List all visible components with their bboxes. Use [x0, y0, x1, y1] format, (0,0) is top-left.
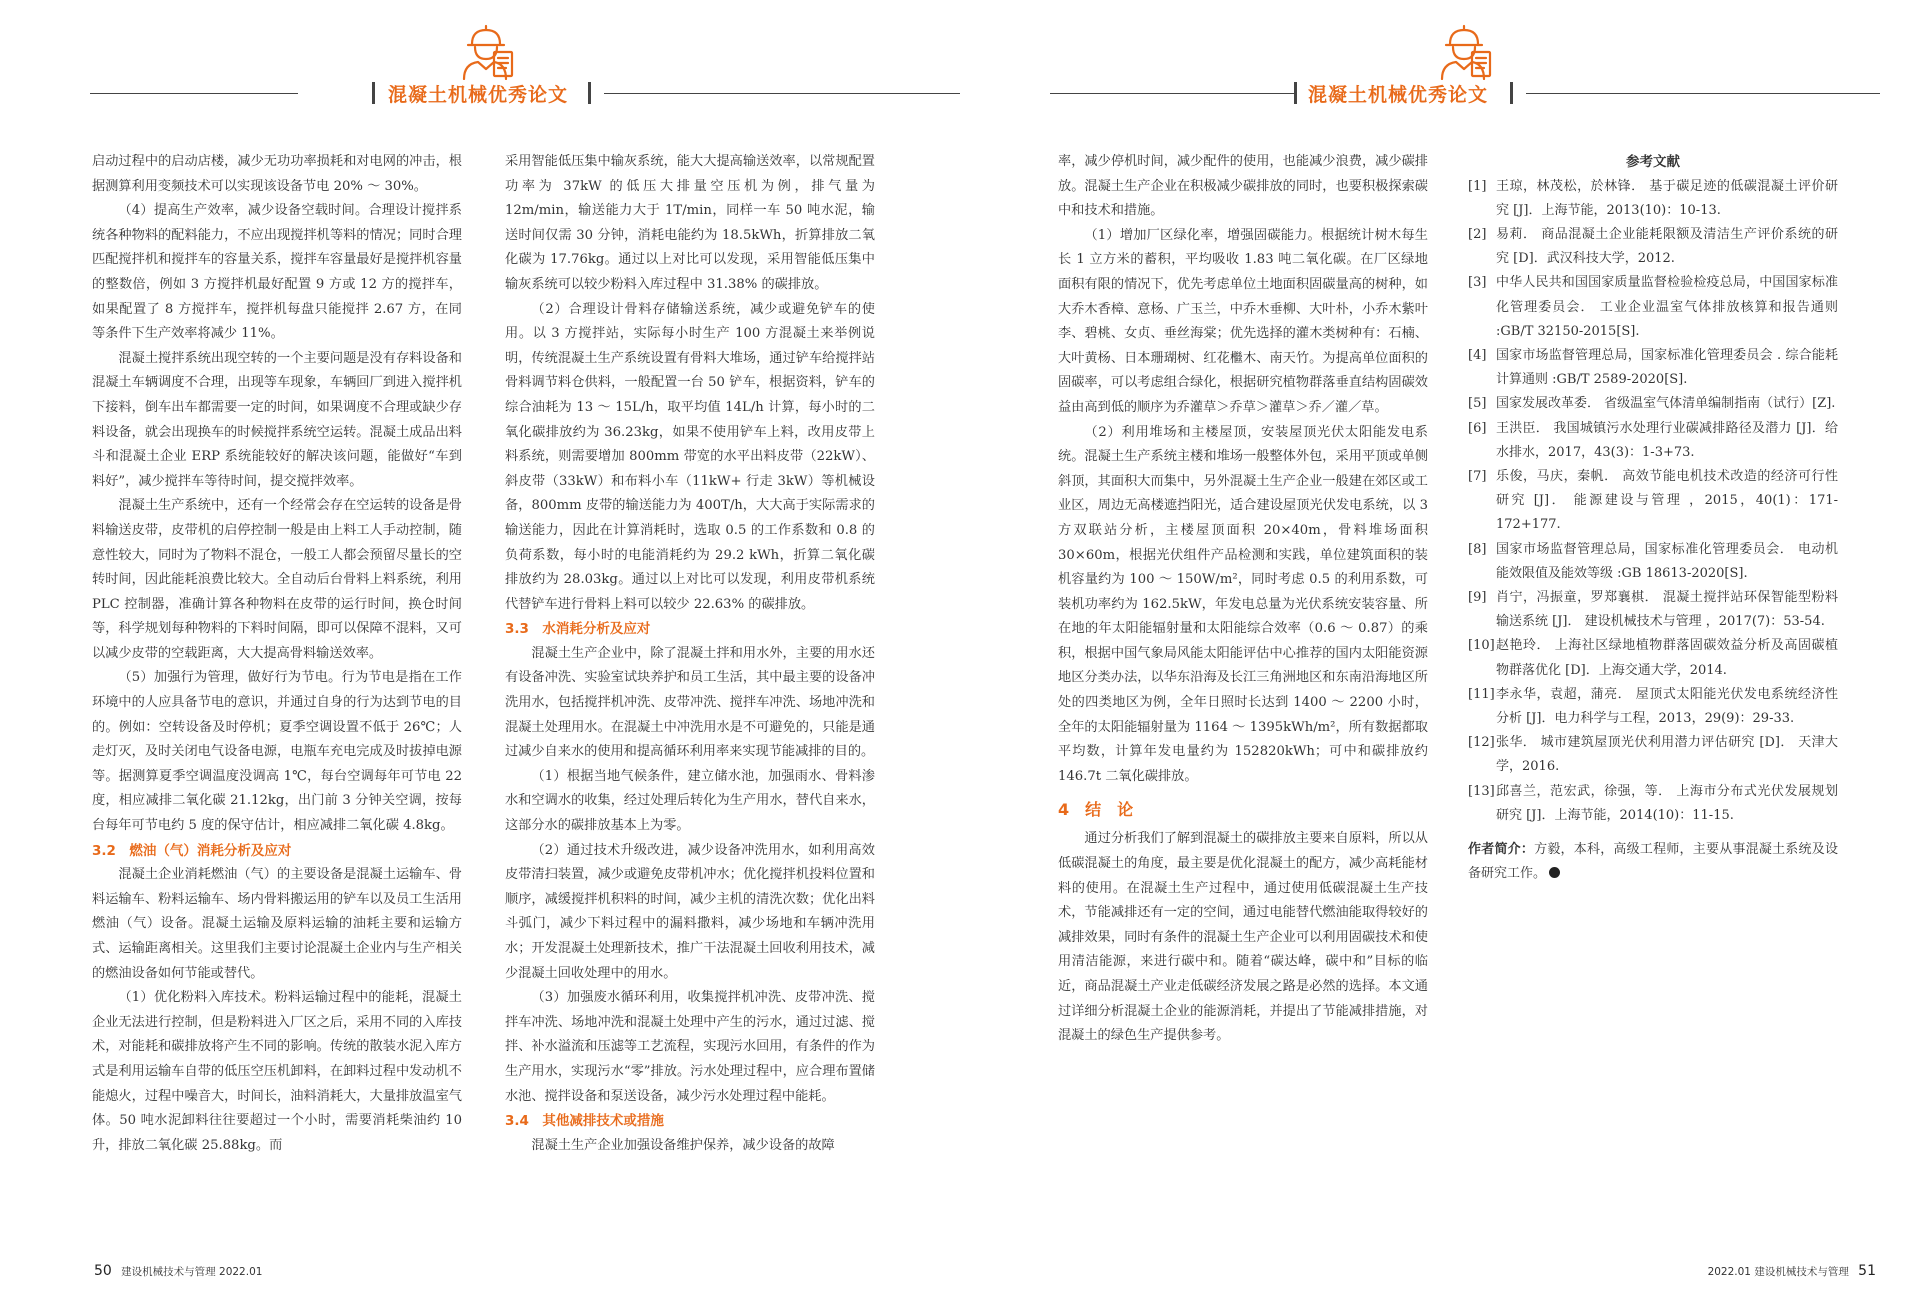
section-heading: 3.3 水消耗分析及应对	[505, 621, 651, 638]
reference-text: 国家发展改革委． 省级温室气体清单编制指南（试行）[Z].	[1496, 396, 1836, 412]
journal-name: 建设机械技术与管理	[1754, 1266, 1849, 1278]
reference-item	[1468, 271, 1838, 344]
header-rule-left	[90, 93, 298, 94]
body-paragraph: 混凝土生产企业加强设备维护保养，减少设备的故障	[531, 1137, 835, 1153]
body-paragraph: （1）优化粉料入库技术。粉料运输过程中的能耗，混凝土企业无法进行控制，但是粉料进入厂区之后，采用不同的入库技术，对能耗和碳排放将产生不同的影响。传统的散装水泥入库方式是利用运输车自带的低压空压机卸料，在卸料过程中发动机不能熄火，过程中噪音大，时间长，油料消耗大，大量排放温室气体。50 吨水泥卸料往往要超过一个小时，需要消耗柴油约 10 升，排放二氧化碳 25.88kg。而	[92, 990, 462, 1153]
reference-text: 张华． 城市建筑屋顶光伏利用潜力评估研究 [D]． 天津大学，2016.	[1496, 735, 1838, 775]
reference-text: 国家市场监督管理总局，国家标准化管理委员会． 电动机能效限值及能效等级 :GB 18613-2020[S].	[1496, 541, 1838, 581]
body-paragraph: 混凝土生产系统中，还有一个经常会存在空运转的设备是骨料输送皮带，皮带机的启停控制一般是由上料工人手动控制，随意性较大，同时为了物料不混仓，一般工人都会预留尽量长的空转时间，因此能耗浪费比较大。全自动后台骨料上料系统，利用 PLC 控制器，准确计算各种物料在皮带的运行时间，换仓时间等，科学规划每种物料的下料时间隔，即可以保障不混料，又可以减少皮带的空载距离，大大提高骨料输送效率。	[92, 498, 462, 661]
reference-number: [4]	[1468, 348, 1487, 364]
body-paragraph: 率，减少停机时间，减少配件的使用，也能减少浪费，减少碳排放。混凝土生产企业在积极减少碳排放的同时，也要积极探索碳中和技术和措施。	[1058, 154, 1428, 219]
section-heading: 3.2 燃油（气）消耗分析及应对	[92, 842, 292, 859]
reference-item	[1468, 634, 1838, 682]
body-paragraph: （5）加强行为管理，做好行为节电。行为节电是指在工作环境中的人应具备节电的意识，并通过自身的行为达到节电的目的。例如：空转设备及时停机；夏季空调设置不低于 26℃；人走灯灭，及时关闭电气设备电源，电瓶车充电完成及时拔掉电源等。据测算夏季空调温度没调高 1℃，每台空调每年可节电 22 度，相应减排二氧化碳 21.12kg，出门前 3 分钟关空调，按每台每年可节电约 5 度的保守估计，相应减排二氧化碳 4.8kg。	[92, 670, 462, 834]
header-rule-right	[1526, 93, 1880, 94]
issue-number: 2022.01	[1707, 1266, 1751, 1278]
reference-item	[1468, 731, 1838, 779]
body-paragraph: 混凝土生产企业中，除了混凝土拌和用水外，主要的用水还有设备冲洗、实验室试块养护和员工生活，其中最主要的设备冲洗用水，包括搅拌机冲洗、皮带冲洗、搅拌车冲洗、场地冲洗和混凝土处理用水。在混凝土中冲洗用水是不可避免的，只能是通过减少自来水的使用和提高循环利用率来实现节能减排的目的。	[505, 645, 875, 760]
references-title: 参考文献	[1626, 154, 1680, 170]
article-end-mark-icon	[1549, 867, 1560, 878]
header-title: 混凝土机械优秀论文	[1308, 84, 1489, 106]
reference-item	[1468, 683, 1838, 731]
reference-text: 邱喜兰，范宏武，徐强，等． 上海市分布式光伏发展规划研究 [J]．上海节能，2014(10)：11-15.	[1496, 783, 1838, 823]
journal-name: 建设机械技术与管理	[121, 1266, 216, 1278]
reference-item	[1468, 417, 1838, 465]
body-paragraph: （3）加强废水循环利用，收集搅拌机冲洗、皮带冲洗、搅拌车冲洗、场地冲洗和混凝土处理中产生的污水，通过过滤、搅拌、补水溢流和压滤等工艺流程，实现污水回用，有条件的作为生产用水，实现污水“零”排放。污水处理过程中，应合理布置储水池、搅拌设备和泵送设备，减少污水处理过程中能耗。	[505, 990, 875, 1104]
header-rule-left	[1050, 93, 1294, 94]
reference-item	[1468, 538, 1838, 586]
page-footer	[1708, 1263, 1882, 1279]
header-bar-right	[1510, 82, 1513, 104]
header-bar-right	[588, 82, 591, 104]
reference-number: [9]	[1468, 590, 1487, 606]
reference-text: 王洪臣． 我国城镇污水处理行业碳减排路径及潜力 [J]．给水排水，2017，43(3)：1-3+73.	[1496, 420, 1838, 460]
left-column-1	[92, 150, 462, 1158]
body-paragraph: 启动过程中的启动店楼，减少无功功率损耗和对电网的冲击，根据测算利用变频技术可以实现该设备节电 20% ～ 30%。	[92, 154, 462, 194]
page-header	[1050, 22, 1880, 112]
reference-number: [12]	[1468, 735, 1495, 751]
reference-number: [6]	[1468, 420, 1487, 436]
reference-text: 国家市场监督管理总局，国家标准化管理委员会 . 综合能耗计算通则 :GB/T 2589-2020[S].	[1496, 348, 1838, 388]
reference-item	[1468, 175, 1838, 223]
body-paragraph: （1）增加厂区绿化率，增强固碳能力。根据统计树木每生长 1 立方米的蓄积，平均吸收 1.83 吨二氧化碳。在厂区绿地面积有限的情况下，优先考虑单位土地面积固碳量高的树种，如大乔木香樟、意杨、广玉兰，中乔木垂柳、大叶朴，小乔木紫叶李、碧桃、女贞、垂丝海棠；优先选择的灌木类树种有：石楠、大叶黄杨、日本珊瑚树、红花檵木、南天竹。为提高单位面积的固碳率，可以考虑组合绿化，根据研究植物群落垂直结构固碳效益由高到低的顺序为乔灌草＞乔草＞灌草＞乔／灌／草。	[1058, 227, 1428, 415]
reference-item	[1468, 780, 1838, 828]
right-column-1	[1058, 150, 1428, 1049]
body-paragraph: 混凝土企业消耗燃油（气）的主要设备是混凝土运输车、骨料运输车、粉料运输车、场内骨料搬运用的铲车以及员工生活用燃油（气）设备。混凝土运输及原料运输的油耗主要和运输方式、运输距离相关。这里我们主要讨论混凝土企业内与生产相关的燃油设备如何节能或替代。	[92, 867, 462, 981]
reference-number: [13]	[1468, 783, 1495, 799]
page-number: 50	[94, 1263, 112, 1279]
page-footer	[88, 1263, 262, 1279]
page-header	[90, 22, 960, 112]
body-paragraph: （2）合理设计骨料存储输送系统，减少或避免铲车的使用。以 3 方搅拌站，实际每小时生产 100 方混凝土来举例说明，传统混凝土生产系统设置有骨料大堆场，通过铲车给搅拌站骨料调节料仓供料，一般配置一台 50 铲车，根据资料，铲车的综合油耗为 13 ～ 15L/h，取平均值 14L/h 计算，每小时的二氧化碳排放约为 36.23kg，如果不使用铲车上料，改用皮带上料系统，则需要增加 800mm 带宽的水平出料皮带（22kW）、斜皮带（33kW）和布料小车（11kW+ 行走 3kW）等机械设备，800mm 皮带的输送能力为 400T/h，大大高于实际需求的输送能力，因此在计算消耗时，选取 0.5 的工作系数和 0.8 的负荷系数，每小时的电能消耗约为 29.2 kWh，折算二氧化碳排放约为 28.03kg。通过以上对比可以发现，利用皮带机系统代替铲车进行骨料上料可以较少 22.63% 的碳排放。	[505, 301, 875, 612]
right-column-2	[1468, 150, 1838, 886]
reference-text: 王琼，林茂松，於林锋． 基于碳足迹的低碳混凝土评价研究 [J]．上海节能，2013(10)：10-13.	[1496, 178, 1838, 218]
reference-number: [7]	[1468, 469, 1487, 485]
reference-number: [1]	[1468, 178, 1487, 194]
reference-item	[1468, 465, 1838, 538]
right-page	[960, 0, 1920, 1303]
body-paragraph: （1）根据当地气候条件，建立储水池，加强雨水、骨料渗水和空调水的收集，经过处理后转化为生产用水，替代自来水，这部分水的碳排放基本上为零。	[505, 768, 875, 834]
author-bio	[1468, 838, 1838, 886]
reference-item	[1468, 586, 1838, 634]
reference-number: [10]	[1468, 638, 1495, 654]
body-paragraph: （2）利用堆场和主楼屋顶，安装屋顶光伏太阳能发电系统。混凝土生产系统主楼和堆场一般整体外包，采用平顶或单侧斜顶，其面积大而集中，另外混凝土生产企业一般建在郊区或工业区，周边无高楼遮挡阳光，适合建设屋顶光伏发电系统，以 3 方双联站分析，主楼屋顶面积 20×40m，骨料堆场面积 30×60m，根据光伏组件产品检测和实践，单位建筑面积的装机容量约为 100 ～ 150W/m²，同时考虑 0.5 的利用系数，可装机功率约为 162.5kW，年发电总量为光伏系统安装容量、所在地的年太阳能辐射量和太阳能综合效率（0.6 ～ 0.87）的乘积，根据中国气象局风能太阳能评估中心推荐的国内太阳能资源地区分类办法，以华东沿海及长江三角洲地区和东南沿海地区所处的四类地区为例，全年日照时长达到 1400 ～ 2200 小时，全年的太阳能辐射量为 1164 ～ 1395kWh/m²，所有数据都取平均数，计算年发电量约为 152820kWh；可中和碳排放约 146.7t 二氧化碳排放。	[1058, 424, 1428, 784]
body-paragraph: 通过分析我们了解到混凝土的碳排放主要来自原料，所以从低碳混凝土的角度，最主要是优化混凝土的配方，减少高耗能材料的使用。在混凝土生产过程中，通过使用低碳混凝土生产技术，节能减排还有一定的空间，通过电能替代燃油能取得较好的减排效果，同时有条件的混凝土生产企业可以利用固碳技术和使用清洁能源，来进行碳中和。随着“碳达峰，碳中和”目标的临近，商品混凝土产业走低碳经济发展之路是必然的选择。本文通过详细分析混凝土企业的能源消耗，并提出了节能减排措施，对混凝土的绿色生产提供参考。	[1058, 831, 1428, 1044]
header-bar-left	[1294, 82, 1297, 104]
body-paragraph: 混凝土搅拌系统出现空转的一个主要问题是没有存料设备和混凝土车辆调度不合理，出现等车现象，车辆回厂到进入搅拌机下接料，倒车出车都需要一定的时间，如果调度不合理或缺少存料设备，就会出现换车的时候搅拌系统空运转。混凝土成品出料斗和混凝土企业 ERP 系统能较好的解决该问题，能做好“车到料好”，减少搅拌车等待时间，提交搅拌效率。	[92, 350, 462, 489]
header-title: 混凝土机械优秀论文	[388, 84, 569, 106]
reference-text: 李永华，袁超，蒲亮． 屋顶式太阳能光伏发电系统经济性分析 [J]．电力科学与工程，2013，29(9)：29-33.	[1496, 686, 1838, 727]
reference-text: 中华人民共和国国家质量监督检验检疫总局，中国国家标准化管理委员会． 工业企业温室气体排放核算和报告通则 :GB/T 32150-2015[S].	[1496, 275, 1838, 339]
body-paragraph: （2）通过技术升级改进，减少设备冲洗用水，如利用高效皮带清扫装置，减少或避免皮带机冲水；优化搅拌机投料位置和顺序，减缓搅拌机积料的时间，减少主机的清洗次数；优化出料斗弧门，减少下料过程中的漏料撒料，减少场地和车辆冲洗用水；开发混凝土处理新技术，推广干法混凝土回收利用技术，减少混凝土回收处理中的用水。	[505, 842, 875, 981]
engineer-logo-icon	[1438, 22, 1494, 80]
page-number: 51	[1858, 1263, 1876, 1279]
references-list	[1468, 175, 1838, 828]
header-bar-left	[372, 82, 375, 104]
reference-number: [11]	[1468, 686, 1495, 702]
section-heading: 3.4 其他减排技术或措施	[505, 1113, 664, 1130]
body-paragraph: 采用智能低压集中输灰系统，能大大提高输送效率，以常规配置功率为 37kW 的低压大排量空压机为例，排气量为 12m/min，输送能力大于 1T/min，同样一车 50 吨水泥，输送时间仅需 30 分钟，消耗电能约为 18.5kWh，折算排放二氧化碳为 17.76kg。通过以上对比可以发现，采用智能低压集中输灰系统可以较少粉料入库过程中 31.38% 的碳排放。	[505, 154, 875, 292]
reference-number: [2]	[1468, 227, 1487, 242]
issue-number: 2022.01	[219, 1266, 263, 1278]
reference-text: 乐俊，马庆，秦帆． 高效节能电机技术改造的经济可行性研究 [J]． 能源建设与管理 ，2015，40(1)：171-172+177.	[1496, 469, 1838, 533]
author-bio-text: 方毅，本科，高级工程师，主要从事混凝土系统及设备研究工作。	[1468, 842, 1838, 882]
reference-item	[1468, 392, 1838, 416]
author-bio-label: 作者简介：	[1468, 842, 1535, 858]
engineer-logo-icon	[460, 22, 516, 80]
reference-text: 肖宁，冯振童，罗郑襄棋． 混凝土搅拌站环保智能型粉料输送系统 [J]． 建设机械技术与管理 ，2017(7)：53-54.	[1496, 590, 1838, 630]
body-paragraph: （4）提高生产效率，减少设备空载时间。合理设计搅拌系统各种物料的配料能力，不应出现搅拌机等料的情况；同时合理匹配搅拌机和搅拌车的容量关系，搅拌车容量最好是搅拌机容量的整数倍，例如 3 方搅拌机最好配置 9 方或 12 方的搅拌车，如果配置了 8 方搅拌车，搅拌机每盘只能搅拌 2.67 方，在同等条件下生产效率将减少 11%。	[92, 203, 462, 342]
reference-number: [5]	[1468, 396, 1487, 412]
reference-number: [3]	[1468, 275, 1487, 291]
reference-text: 易莉． 商品混凝土企业能耗限额及清洁生产评价系统的研究 [D]．武汉科技大学，2012.	[1496, 227, 1838, 267]
header-rule-right	[604, 93, 960, 94]
reference-item	[1468, 344, 1838, 392]
reference-item	[1468, 223, 1838, 271]
reference-number: [8]	[1468, 541, 1487, 557]
left-column-2	[505, 150, 875, 1158]
section-heading: 4 结 论	[1058, 800, 1134, 820]
reference-text: 赵艳玲． 上海社区绿地植物群落固碳效益分析及高固碳植物群落优化 [D]．上海交通大学，2014.	[1496, 638, 1838, 678]
